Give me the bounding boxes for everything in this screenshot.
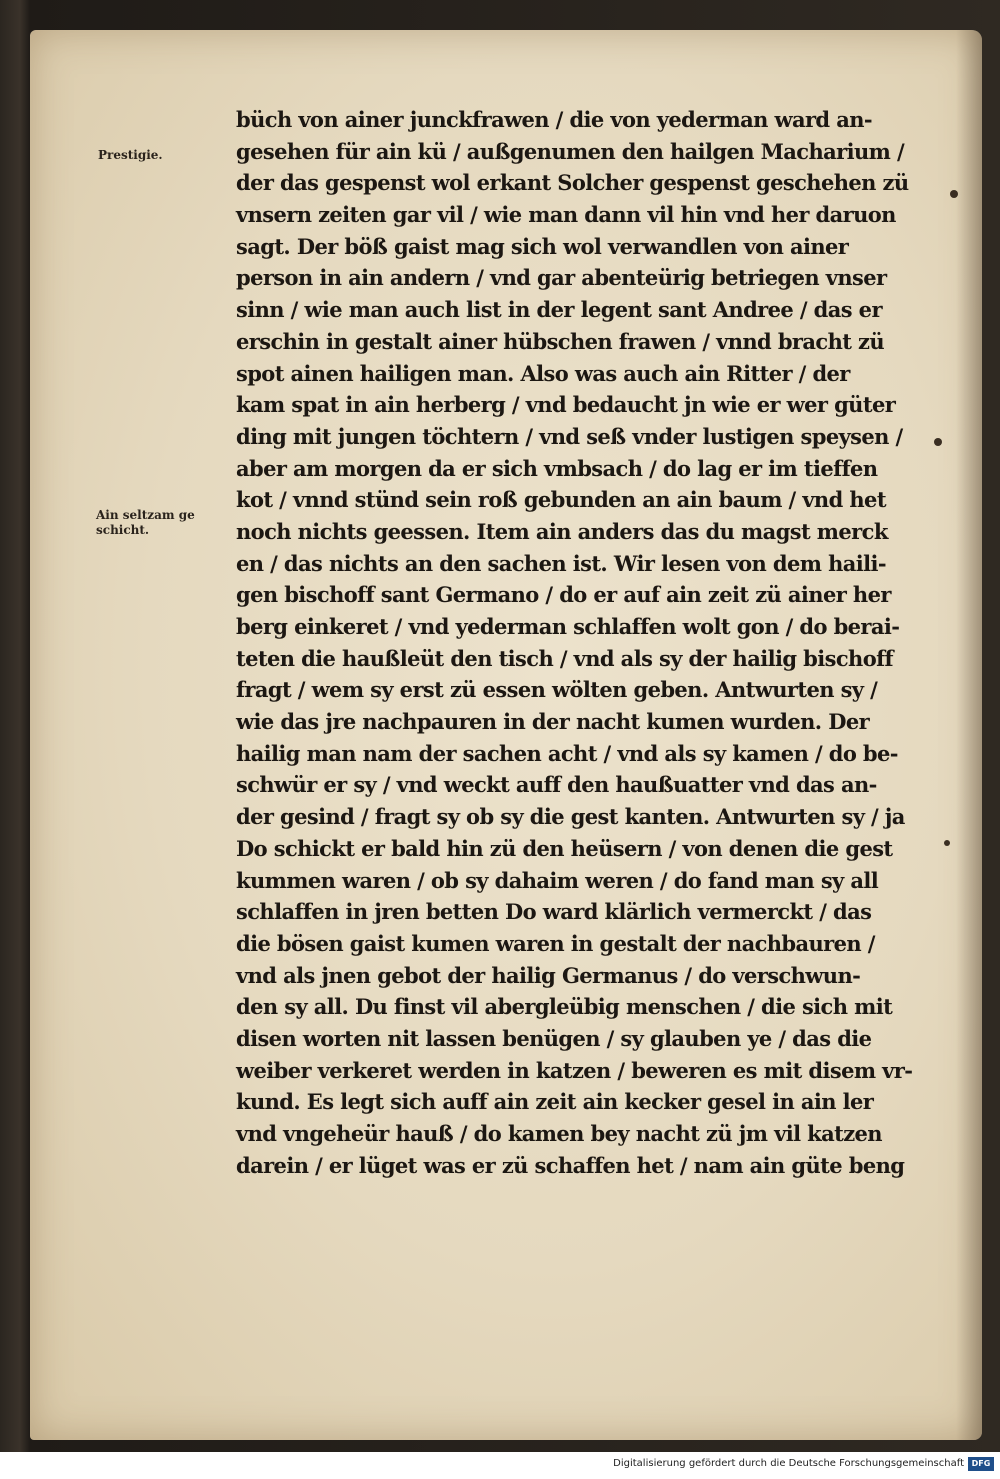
ink-spot: [944, 840, 950, 846]
text-line: sagt. Der böß gaist mag sich wol verwandlen von ainer: [236, 233, 849, 259]
text-line: büch von ainer junckfrawen / die von yederman ward an-: [236, 107, 873, 132]
text-line: berg einkeret / vnd yederman schlaffen wolt gon / do berai-: [236, 614, 900, 639]
text-line: vnsern zeiten gar vil / wie man dann vil hin vnd her daruon: [236, 202, 896, 228]
text-line: hailig man nam der sachen acht / vnd als sy kamen / do be-: [236, 740, 898, 766]
text-line: en / das nichts an den sachen ist. Wir lesen von dem haili-: [236, 550, 886, 576]
text-line: vnd als jnen gebot der hailig Germanus / do verschwun-: [236, 962, 861, 988]
text-line: Do schickt er bald hin zü den heüsern / von denen die gest: [236, 835, 893, 861]
text-line: die bösen gaist kumen waren in gestalt der nachbauren /: [236, 930, 875, 956]
body-text: [236, 104, 964, 1181]
marginal-note: Ain seltzam ge schicht.: [96, 508, 195, 537]
text-line: weiber verkeret werden in katzen / beweren es mit disem vr-: [236, 1057, 913, 1083]
text-line: fragt / wem sy erst zü essen wölten geben. Antwurten sy /: [236, 677, 878, 703]
ink-spot: [934, 438, 942, 446]
footer-credit: Digitalisierung gefördert durch die Deutsche Forschungsgemeinschaft: [613, 1458, 964, 1469]
text-line: der gesind / fragt sy ob sy die gest kanten. Antwurten sy / ja: [236, 804, 905, 830]
text-line: erschin in gestalt ainer hübschen frawen / vnnd bracht zü: [236, 328, 885, 354]
text-line: gen bischoff sant Germano / do er auf ain zeit zü ainer her: [236, 582, 891, 608]
text-line: kot / vnnd stünd sein roß gebunden an ain baum / vnd het: [236, 487, 886, 513]
text-line: darein / er lüget was er zü schaffen het / nam ain güte beng: [236, 1152, 905, 1178]
text-line: aber am morgen da er sich vmbsach / do lag er im tieffen: [236, 455, 878, 481]
text-line: kam spat in ain herberg / vnd bedaucht jn wie er wer güter: [236, 392, 896, 418]
text-line: teten die haußleüt den tisch / vnd als sy der hailig bischoff: [236, 645, 893, 671]
text-line: disen worten nit lassen benügen / sy glauben ye / das die: [236, 1025, 872, 1051]
text-line: kund. Es legt sich auff ain zeit ain kecker gesel in ain ler: [236, 1089, 874, 1115]
ink-spot: [950, 190, 958, 198]
text-line: der das gespenst wol erkant Solcher gespenst geschehen zü: [236, 170, 909, 196]
book-page: [30, 30, 982, 1440]
text-line: schlaffen in jren betten Do ward klärlich vermerckt / das: [236, 899, 872, 925]
text-line: kummen waren / ob sy dahaim weren / do fand man sy all: [236, 867, 879, 893]
text-line: sinn / wie man auch list in der legent sant Andree / das er: [236, 297, 882, 323]
text-line: ding mit jungen töchtern / vnd seß vnder lustigen speysen /: [236, 423, 903, 449]
digitization-footer: [0, 1452, 1000, 1479]
text-line: schwür er sy / vnd weckt auff den haußuatter vnd das an-: [236, 772, 877, 798]
dfg-logo: DFG: [968, 1457, 994, 1471]
text-line: spot ainen hailigen man. Also was auch ain Ritter / der: [236, 360, 850, 386]
text-line: gesehen für ain kü / außgenumen den hailgen Macharium /: [236, 138, 905, 164]
text-line: person in ain andern / vnd gar abenteürig betriegen vnser: [236, 265, 887, 291]
text-line: den sy all. Du finst vil abergleübig menschen / die sich mit: [236, 994, 893, 1020]
marginal-note: Prestigie.: [98, 148, 163, 162]
text-line: noch nichts geessen. Item ain anders das du magst merck: [236, 518, 888, 544]
text-line: vnd vngeheür hauß / do kamen bey nacht zü jm vil katzen: [236, 1121, 882, 1146]
text-line: wie das jre nachpauren in der nacht kumen wurden. Der: [236, 709, 870, 735]
